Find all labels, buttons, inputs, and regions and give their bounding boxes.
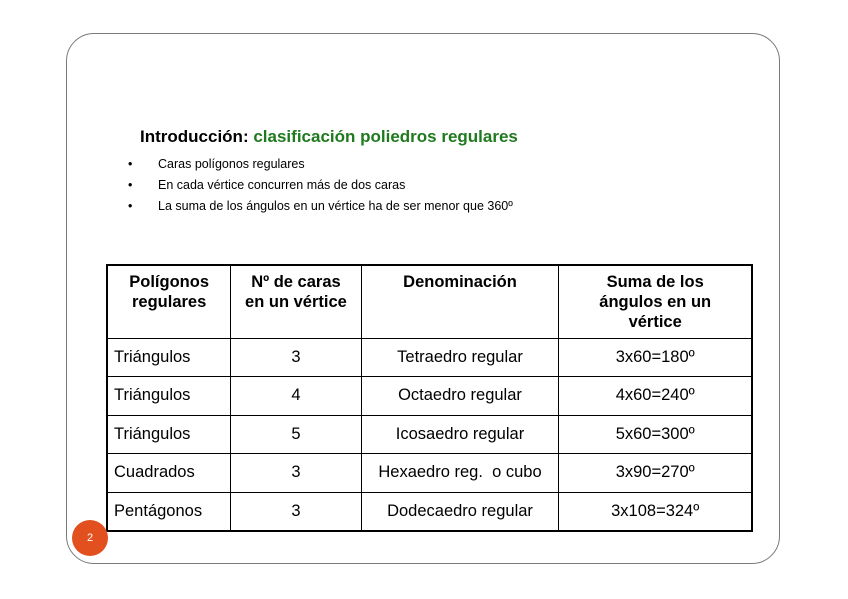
cell-poligono: Triángulos bbox=[107, 377, 231, 416]
bullet-dot-icon: • bbox=[128, 157, 133, 171]
bullet-text: La suma de los ángulos en un vértice ha de ser menor que 360º bbox=[158, 199, 513, 213]
header-line: Nº de caras bbox=[251, 273, 341, 291]
table-row bbox=[107, 338, 752, 377]
cell-suma: 4x60=240º bbox=[559, 377, 752, 416]
cell-denominacion: Dodecaedro regular bbox=[361, 492, 559, 531]
header-line: Polígonos bbox=[129, 273, 209, 291]
header-line: Denominación bbox=[403, 273, 517, 291]
bullet-item bbox=[128, 155, 513, 176]
bullet-item bbox=[128, 197, 513, 218]
cell-poligono: Cuadrados bbox=[107, 454, 231, 493]
bullet-dot-icon: • bbox=[128, 178, 133, 192]
cell-poligono: Triángulos bbox=[107, 415, 231, 454]
cell-denominacion: Hexaedro reg. o cubo bbox=[361, 454, 559, 493]
header-line: ángulos en un bbox=[599, 293, 712, 311]
bullet-text: Caras polígonos regulares bbox=[158, 157, 305, 171]
table-row bbox=[107, 377, 752, 416]
cell-caras: 5 bbox=[231, 415, 361, 454]
cell-suma: 3x60=180º bbox=[559, 338, 752, 377]
header-denominacion bbox=[361, 265, 559, 338]
header-line: regulares bbox=[131, 293, 207, 311]
header-line: vértice bbox=[628, 313, 682, 331]
cell-denominacion: Icosaedro regular bbox=[361, 415, 559, 454]
header-suma bbox=[559, 265, 752, 338]
bullet-dot-icon: • bbox=[128, 199, 133, 213]
cell-suma: 5x60=300º bbox=[559, 415, 752, 454]
cell-caras: 3 bbox=[231, 338, 361, 377]
table-row bbox=[107, 415, 752, 454]
cell-suma: 3x90=270º bbox=[559, 454, 752, 493]
table-row bbox=[107, 492, 752, 531]
cell-denominacion: Tetraedro regular bbox=[361, 338, 559, 377]
slide-title bbox=[140, 127, 518, 147]
title-prefix: Introducción: bbox=[140, 127, 249, 146]
table-row bbox=[107, 454, 752, 493]
cell-caras: 3 bbox=[231, 454, 361, 493]
title-accent: clasificación poliedros regulares bbox=[253, 127, 518, 146]
header-line: en un vértice bbox=[245, 293, 347, 311]
bullet-item bbox=[128, 176, 513, 197]
cell-poligono: Triángulos bbox=[107, 338, 231, 377]
table-header-row bbox=[107, 265, 752, 338]
page-number-badge: 2 bbox=[72, 520, 108, 556]
cell-denominacion: Octaedro regular bbox=[361, 377, 559, 416]
bullet-text: En cada vértice concurren más de dos caras bbox=[158, 178, 406, 192]
cell-caras: 4 bbox=[231, 377, 361, 416]
header-caras bbox=[231, 265, 361, 338]
cell-poligono: Pentágonos bbox=[107, 492, 231, 531]
cell-caras: 3 bbox=[231, 492, 361, 531]
header-line: Suma de los bbox=[606, 273, 704, 291]
header-poligonos bbox=[107, 265, 231, 338]
polyhedra-table bbox=[106, 264, 753, 532]
cell-suma: 3x108=324º bbox=[559, 492, 752, 531]
bullet-list bbox=[128, 155, 513, 218]
